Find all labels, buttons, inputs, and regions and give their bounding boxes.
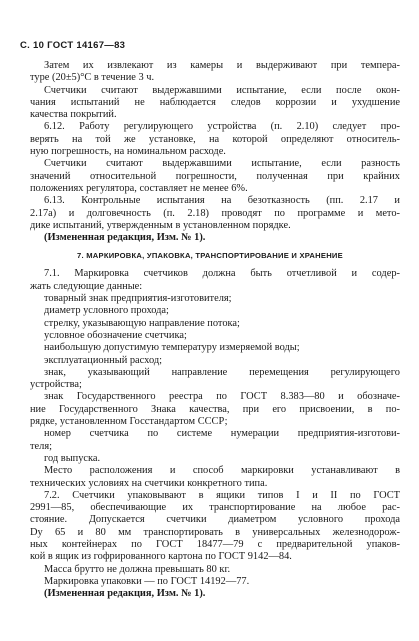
text-line: номер счетчика по системе нумерации предприятия-изготови- [44,428,400,440]
text-line: Место расположения и способ маркировки устанавливают в [44,465,400,477]
text-line: Затем их извлекают из камеры и выдерживают при темпера- [44,60,400,71]
text-line: теля; [30,440,53,452]
text-line: 2991—85, обеспечивающие их транспортирование на любое рас- [30,502,400,514]
text-line: знак Государственного реестра по ГОСТ 8.383—80 и обозначе- [44,391,400,403]
text-line: 7.1. Маркировка счетчиков должна быть отчетливой и содер- [44,268,400,280]
text-line: качества покрытий. [30,109,117,121]
text-line: Dу 65 и 80 мм транспортировать в универсальных железнодорож- [30,526,400,538]
text-line: туре (20±5)°С в течение 3 ч. [30,72,155,84]
text-line: (Измененная редакция, Изм. № 1). [44,588,206,600]
text-line: жать следующие данные: [30,280,143,292]
page-header: С. 10 ГОСТ 14167—83 [20,40,126,51]
text-line: стрелку, указывающую направление потока; [44,317,240,329]
document-body [20,60,400,600]
text-line: ную погрешность, на номинальном расходе. [30,146,226,158]
text-line: кой в ящик из гофрированного картона по ГОСТ 9142—84. [30,551,292,563]
text-line: чания испытаний не наблюдается следов коррозии и ухудшение [30,96,400,108]
text-line: Масса брутто не должна превышать 80 кг. [44,563,231,575]
text-line: условное обозначение счетчика; [44,329,187,341]
text-line: наибольшую допустимую температуру измеряемой воды; [44,342,300,354]
section-heading: 7. МАРКИРОВКА, УПАКОВКА, ТРАНСПОРТИРОВАНИЕ И ХРАНЕНИЕ [77,251,343,261]
text-line: Счетчики считают выдержавшими испытание, если после окон- [44,84,400,96]
text-line: знак, указывающий направление перемещения регулирующего [44,366,400,378]
text-line: дике испытаний, утвержденным в установленном порядке. [30,219,291,231]
text-line: год выпуска. [44,452,101,464]
text-line: устройства; [30,379,82,391]
text-line: положениях регулятора, составляет не менее 6%. [30,182,248,194]
text-line: рядке, установленном Госстандартом СССР; [30,416,228,428]
text-line: 2.17а) и долговечность (п. 2.18) проводят по программе и мето- [30,207,400,219]
text-line: Счетчики считают выдержавшими испытание, если разность [44,158,400,170]
text-line: 6.13. Контрольные испытания на безотказность (пп. 2.17 и [44,195,400,207]
text-line: значений относительной погрешности, полученная при крайних [30,170,400,182]
text-line: (Измененная редакция, Изм. № 1). [44,232,206,244]
text-line: верять на той же установке, на которой определяют относитель- [30,133,400,145]
text-line: ние Государственного Знака качества, при его присвоении, в по- [30,403,400,415]
text-line: 7.2. Счетчики упаковывают в ящики типов I и II по ГОСТ [44,489,400,501]
text-line: товарный знак предприятия-изготовителя; [44,293,232,305]
text-line: эксплуатационный расход; [44,354,163,366]
text-line: 6.12. Работу регулирующего устройства (п. 2.10) следует про- [44,121,400,133]
text-line: ных контейнерах по ГОСТ 18477—79 с предварительной упаков- [30,538,400,550]
text-line: диаметр условного прохода; [44,305,169,317]
text-line: стояние. Допускается счетчики диаметром условного прохода [30,514,400,526]
text-line: Маркировка упаковки — по ГОСТ 14192—77. [44,575,250,587]
text-line: технических условиях на счетчики конкретного типа. [30,477,268,489]
